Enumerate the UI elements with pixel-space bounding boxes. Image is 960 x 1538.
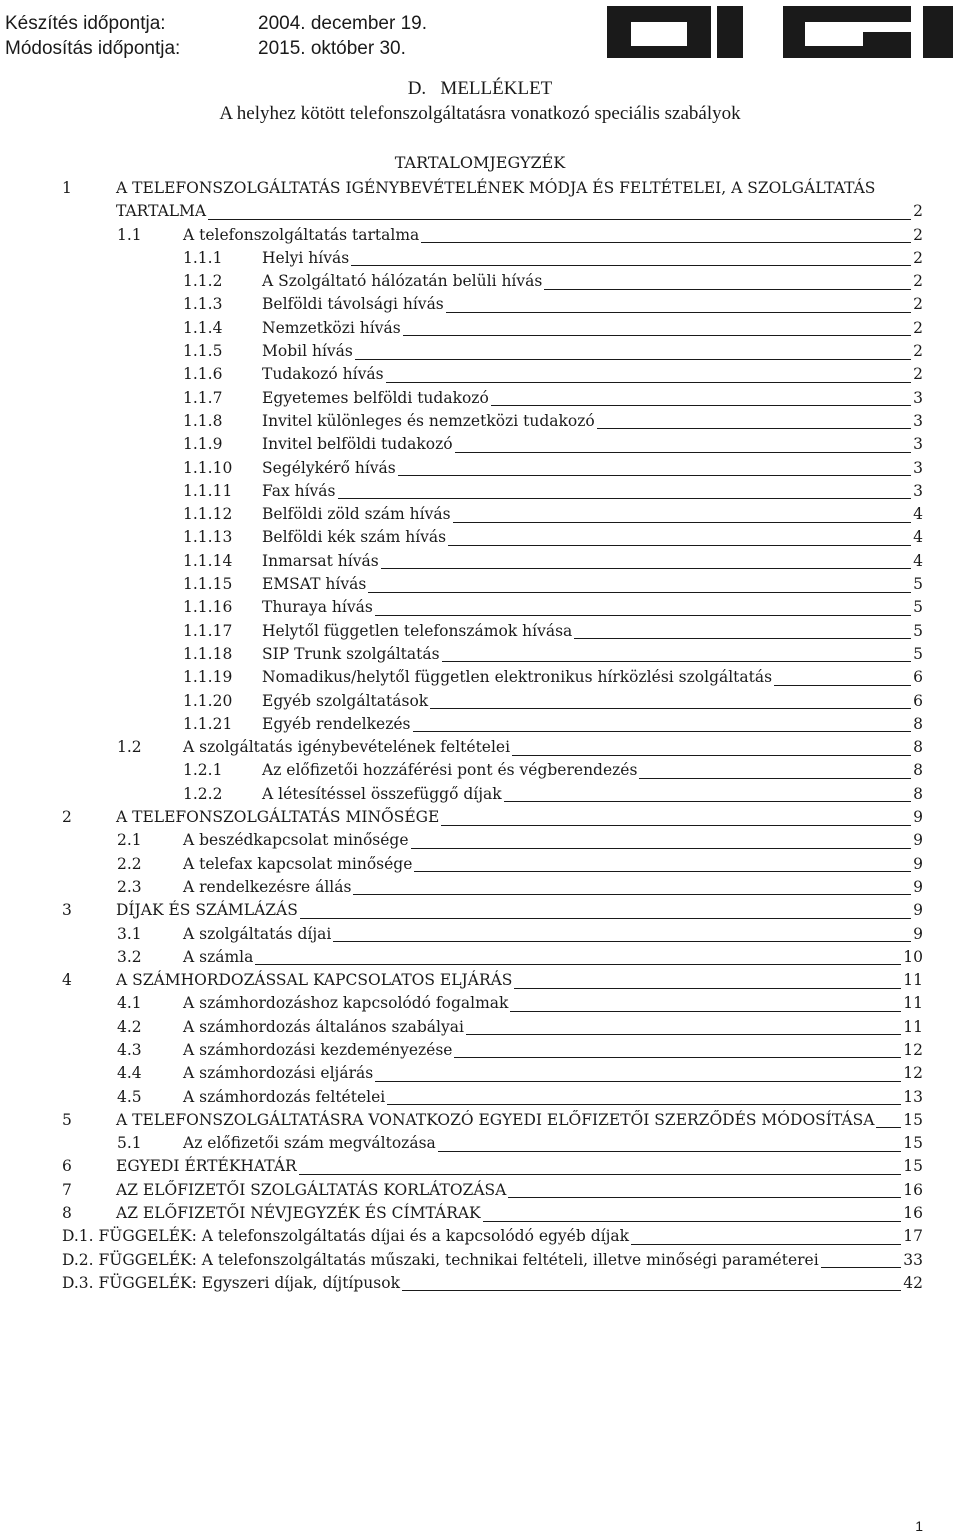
toc-entry-page: 6 — [913, 668, 923, 687]
digi-logo — [605, 2, 960, 66]
toc-entry[interactable] — [0, 665, 960, 688]
toc-entry[interactable] — [0, 409, 960, 432]
toc-leader-line — [402, 1290, 901, 1291]
toc-entry-page: 4 — [913, 528, 923, 547]
toc-leader-line — [255, 964, 901, 965]
toc-entry-number: 1.1.19 — [183, 668, 233, 687]
toc-leader-line — [466, 1034, 901, 1035]
toc-entry-number: 1.1.15 — [183, 575, 233, 594]
page-number: 1 — [915, 1518, 923, 1534]
toc-entry-number: 5.1 — [117, 1134, 142, 1153]
toc-entry-number: 1.1.14 — [183, 551, 233, 570]
toc-entry-title: Invitel belföldi tudakozó — [262, 435, 453, 454]
table-of-contents — [0, 176, 960, 1294]
toc-entry[interactable] — [0, 1224, 960, 1247]
toc-leader-line — [446, 312, 911, 313]
toc-entry-number: 3 — [62, 901, 72, 920]
toc-entry-number: 2.3 — [117, 877, 142, 896]
toc-entry[interactable] — [0, 549, 960, 572]
toc-leader-line — [876, 1127, 901, 1128]
toc-entry-title: DÍJAK ÉS SZÁMLÁZÁS — [116, 901, 298, 920]
toc-entry[interactable] — [0, 828, 960, 851]
toc-leader-line — [774, 685, 911, 686]
toc-entry-number: 1.1.8 — [183, 411, 223, 430]
toc-entry-title: EGYEDI ÉRTÉKHATÁR — [116, 1157, 297, 1176]
toc-entry-title: D.2. FÜGGELÉK: A telefonszolgáltatás műszaki, technikai feltételi, illetve minőségi paraméterei — [62, 1250, 819, 1269]
toc-entry-number: 1.1.2 — [183, 272, 223, 291]
toc-entry[interactable] — [0, 875, 960, 898]
toc-entry-page: 2 — [913, 342, 923, 361]
toc-leader-line — [375, 615, 911, 616]
toc-entry-title: A telefonszolgáltatás tartalma — [183, 225, 420, 244]
toc-entry-title: D.1. FÜGGELÉK: A telefonszolgáltatás díjai és a kapcsolódó egyéb díjak — [62, 1227, 630, 1246]
toc-leader-line — [455, 452, 911, 453]
toc-entry-page: 2 — [913, 225, 923, 244]
toc-entry[interactable] — [0, 1038, 960, 1061]
toc-leader-line — [413, 731, 911, 732]
toc-entry-number: 3.2 — [117, 947, 142, 966]
toc-entry-number: 1.2.2 — [183, 784, 223, 803]
toc-leader-line — [544, 289, 911, 290]
modified-label: Módosítás időpontja: — [5, 38, 181, 59]
toc-entry-page: 8 — [913, 784, 923, 803]
toc-entry-title: A rendelkezésre állás — [183, 877, 352, 896]
toc-entry-page: 3 — [913, 435, 923, 454]
toc-entry-number: 1.1.6 — [183, 365, 223, 384]
toc-entry[interactable] — [0, 968, 960, 991]
toc-entry[interactable] — [0, 479, 960, 502]
toc-entry-page: 2 — [913, 202, 923, 221]
toc-leader-line — [300, 918, 911, 919]
toc-leader-line — [387, 1104, 901, 1105]
toc-entry-page: 2 — [913, 272, 923, 291]
toc-entry-title: Helytől független telefonszámok hívása — [262, 621, 573, 640]
created-value: 2004. december 19. — [258, 13, 428, 34]
created-label: Készítés időpontja: — [5, 13, 166, 34]
toc-entry-title: Thuraya hívás — [262, 598, 373, 617]
toc-entry[interactable] — [0, 642, 960, 665]
toc-entry-title: Egyéb szolgáltatások — [262, 691, 429, 710]
toc-entry-number: 1.1.17 — [183, 621, 233, 640]
toc-entry-page: 9 — [913, 808, 923, 827]
toc-entry-number: 6 — [62, 1157, 72, 1176]
toc-entry-title: A TELEFONSZOLGÁLTATÁS MINŐSÉGE — [116, 808, 440, 827]
toc-entry[interactable] — [0, 898, 960, 921]
toc-entry-page: 4 — [913, 551, 923, 570]
toc-entry-title: A szolgáltatás igénybevételének feltételei — [183, 738, 511, 757]
toc-entry-title: Segélykérő hívás — [262, 458, 396, 477]
toc-entry-number: 1.1.10 — [183, 458, 233, 477]
toc-entry-title: A SZÁMHORDOZÁSSAL KAPCSOLATOS ELJÁRÁS — [116, 971, 513, 990]
toc-entry-title: D.3. FÜGGELÉK: Egyszeri díjak, díjtípusok — [62, 1273, 400, 1292]
toc-entry[interactable] — [0, 339, 960, 362]
toc-entry-page: 33 — [903, 1250, 923, 1269]
toc-entry[interactable] — [0, 525, 960, 548]
toc-entry-number: 1.1.20 — [183, 691, 233, 710]
toc-entry-page: 17 — [903, 1227, 923, 1246]
toc-entry-number: 1.1.12 — [183, 505, 233, 524]
toc-leader-line — [430, 708, 911, 709]
toc-entry-title: Nomadikus/helytől független elektronikus hírközlési szolgáltatás — [262, 668, 773, 687]
toc-entry-number: 1.1.9 — [183, 435, 223, 454]
toc-entry-title: A Szolgáltató hálózatán belüli hívás — [262, 272, 543, 291]
toc-entry-page: 9 — [913, 924, 923, 943]
toc-entry-page: 12 — [903, 1040, 923, 1059]
toc-entry[interactable] — [0, 1085, 960, 1108]
toc-entry[interactable] — [0, 1178, 960, 1201]
toc-leader-line — [512, 755, 911, 756]
toc-entry-number: 2.1 — [117, 831, 142, 850]
toc-leader-line — [442, 661, 911, 662]
toc-entry-title: A számla — [183, 947, 254, 966]
toc-entry-page: 8 — [913, 714, 923, 733]
toc-entry[interactable] — [0, 246, 960, 269]
toc-entry-page: 3 — [913, 458, 923, 477]
toc-leader-line — [414, 871, 911, 872]
toc-heading: TARTALOMJEGYZÉK — [394, 153, 566, 172]
toc-entry-number: 1.1.21 — [183, 714, 233, 733]
toc-entry-title: Belföldi távolsági hívás — [262, 295, 444, 314]
toc-entry-number: 5 — [62, 1110, 72, 1129]
toc-entry-title: A számhordozási eljárás — [183, 1064, 374, 1083]
toc-entry-title: Nemzetközi hívás — [262, 318, 401, 337]
toc-entry-title: Mobil hívás — [262, 342, 353, 361]
toc-entry-number: 2 — [62, 808, 72, 827]
toc-entry-title: A számhordozáshoz kapcsolódó fogalmak — [183, 994, 509, 1013]
toc-entry-page: 5 — [913, 598, 923, 617]
toc-leader-line — [386, 382, 911, 383]
modified-value: 2015. október 30. — [258, 38, 406, 59]
toc-entry[interactable] — [0, 735, 960, 758]
toc-entry-page: 10 — [903, 947, 923, 966]
toc-entry[interactable] — [0, 1108, 960, 1131]
toc-entry-page: 8 — [913, 738, 923, 757]
toc-entry[interactable] — [0, 1201, 960, 1224]
toc-entry-page: 8 — [913, 761, 923, 780]
toc-entry-title: Az előfizetői hozzáférési pont és végberendezés — [262, 761, 638, 780]
toc-entry-page: 11 — [903, 994, 923, 1013]
toc-entry-number: 8 — [62, 1204, 72, 1223]
toc-entry-page: 9 — [913, 877, 923, 896]
toc-entry-number: 1.1.4 — [183, 318, 223, 337]
toc-entry[interactable] — [0, 432, 960, 455]
toc-entry-number: 1.2 — [117, 738, 142, 757]
toc-entry[interactable] — [0, 805, 960, 828]
toc-entry-title: Fax hívás — [262, 481, 336, 500]
toc-entry-number: 7 — [62, 1180, 72, 1199]
toc-leader-line — [821, 1267, 901, 1268]
toc-entry-number: 1 — [62, 179, 72, 197]
toc-entry-number: 1.1.18 — [183, 644, 233, 663]
toc-entry-number: 3.1 — [117, 924, 142, 943]
toc-entry-title: Inmarsat hívás — [262, 551, 379, 570]
toc-entry-page: 4 — [913, 505, 923, 524]
toc-entry-title: A beszédkapcsolat minősége — [183, 831, 409, 850]
toc-entry[interactable] — [0, 176, 960, 199]
toc-entry-page: 9 — [913, 901, 923, 920]
toc-entry-title: A TELEFONSZOLGÁLTATÁS IGÉNYBEVÉTELÉNEK MÓDJA ÉS FELTÉTELEI, A SZOLGÁLTATÁS — [116, 179, 876, 197]
toc-entry[interactable] — [0, 1154, 960, 1177]
toc-entry-page: 12 — [903, 1064, 923, 1083]
toc-entry-number: 1.1.5 — [183, 342, 223, 361]
toc-entry-title: AZ ELŐFIZETŐI SZOLGÁLTATÁS KORLÁTOZÁSA — [116, 1180, 507, 1199]
toc-entry-title: A TELEFONSZOLGÁLTATÁSRA VONATKOZÓ EGYEDI ELŐFIZETŐI SZERZŐDÉS MÓDOSÍTÁSA — [116, 1110, 875, 1129]
toc-leader-line — [333, 941, 911, 942]
toc-leader-line — [453, 522, 911, 523]
toc-entry-title: Az előfizetői szám megváltozása — [183, 1134, 436, 1153]
toc-entry-title: A telefax kapcsolat minősége — [183, 854, 413, 873]
toc-entry-title: A számhordozás feltételei — [183, 1087, 386, 1106]
toc-entry-number: 1.1.16 — [183, 598, 233, 617]
toc-entry[interactable] — [0, 316, 960, 339]
toc-entry[interactable] — [0, 689, 960, 712]
toc-entry-title: A szolgáltatás díjai — [183, 924, 332, 943]
toc-entry-title: Egyéb rendelkezés — [262, 714, 411, 733]
toc-entry-title: AZ ELŐFIZETŐI NÉVJEGYZÉK ÉS CÍMTÁRAK — [116, 1204, 481, 1223]
toc-leader-line — [448, 545, 911, 546]
toc-entry[interactable] — [0, 292, 960, 315]
toc-leader-line — [514, 988, 901, 989]
toc-leader-line — [438, 1151, 901, 1152]
toc-entry[interactable] — [0, 502, 960, 525]
toc-entry[interactable] — [0, 1248, 960, 1271]
toc-entry-page: 2 — [913, 248, 923, 267]
toc-entry-page: 16 — [903, 1204, 923, 1223]
toc-leader-line — [338, 498, 911, 499]
toc-leader-line — [441, 825, 911, 826]
toc-entry[interactable] — [0, 1015, 960, 1038]
toc-entry-page: 5 — [913, 575, 923, 594]
toc-entry-title: Egyetemes belföldi tudakozó — [262, 388, 489, 407]
toc-entry[interactable] — [0, 362, 960, 385]
toc-entry-title: Helyi hívás — [262, 248, 350, 267]
toc-leader-line — [411, 848, 911, 849]
toc-entry[interactable] — [0, 223, 960, 246]
toc-entry[interactable] — [0, 991, 960, 1014]
toc-entry-page: 2 — [913, 318, 923, 337]
toc-entry-page: 3 — [913, 388, 923, 407]
toc-entry[interactable] — [0, 782, 960, 805]
toc-entry-number: 4 — [62, 971, 72, 990]
toc-leader-line — [510, 1011, 901, 1012]
toc-entry-title: A számhordozás általános szabályai — [183, 1017, 464, 1036]
toc-entry[interactable] — [0, 269, 960, 292]
toc-entry[interactable] — [0, 1271, 960, 1294]
toc-entry-page: 16 — [903, 1180, 923, 1199]
toc-leader-line — [299, 1174, 901, 1175]
toc-entry-page: 15 — [903, 1110, 923, 1129]
toc-leader-line — [381, 568, 911, 569]
toc-entry-page: 15 — [903, 1157, 923, 1176]
toc-entry-title: A létesítéssel összefüggő díjak — [262, 784, 502, 803]
toc-leader-line — [631, 1244, 901, 1245]
toc-entry-number: 4.3 — [117, 1040, 142, 1059]
toc-entry[interactable] — [0, 758, 960, 781]
toc-entry-page: 9 — [913, 854, 923, 873]
toc-entry-page: 11 — [903, 1017, 923, 1036]
toc-entry-title: Tudakozó hívás — [262, 365, 384, 384]
toc-entry-title: EMSAT hívás — [262, 575, 367, 594]
toc-entry[interactable] — [0, 619, 960, 642]
toc-leader-line — [375, 1081, 901, 1082]
toc-entry-number: 1.1.13 — [183, 528, 233, 547]
toc-entry[interactable] — [0, 945, 960, 968]
toc-entry-number: 4.5 — [117, 1087, 142, 1106]
toc-entry-title-continuation: TARTALMA — [116, 202, 207, 221]
document-title: A helyhez kötött telefonszolgáltatásra vonatkozó speciális szabályok — [219, 103, 741, 124]
toc-entry-page: 11 — [903, 971, 923, 990]
toc-entry[interactable] — [0, 1131, 960, 1154]
toc-entry-page: 13 — [903, 1087, 923, 1106]
toc-entry-number: 1.1.11 — [183, 481, 233, 500]
toc-leader-line — [597, 428, 911, 429]
toc-entry[interactable] — [0, 595, 960, 618]
toc-entry[interactable] — [0, 386, 960, 409]
toc-entry-page: 5 — [913, 644, 923, 663]
toc-leader-line — [353, 894, 911, 895]
toc-entry-page: 2 — [913, 365, 923, 384]
toc-entry-page: 42 — [903, 1273, 923, 1292]
toc-leader-line — [508, 1197, 901, 1198]
toc-entry[interactable] — [0, 572, 960, 595]
toc-leader-line — [504, 801, 911, 802]
toc-entry-page: 5 — [913, 621, 923, 640]
toc-leader-line — [491, 405, 911, 406]
toc-entry[interactable] — [0, 712, 960, 735]
toc-entry-number: 1.1 — [117, 225, 142, 244]
toc-entry-number: 1.2.1 — [183, 761, 223, 780]
toc-leader-line — [454, 1057, 901, 1058]
toc-entry-number: 1.1.1 — [183, 248, 223, 267]
toc-leader-line — [574, 638, 911, 639]
toc-entry-title: SIP Trunk szolgáltatás — [262, 644, 440, 663]
toc-entry-title: Belföldi zöld szám hívás — [262, 505, 451, 524]
toc-entry-page: 3 — [913, 481, 923, 500]
toc-entry-number: 4.1 — [117, 994, 142, 1013]
toc-leader-line — [421, 242, 911, 243]
toc-entry-number: 4.4 — [117, 1064, 142, 1083]
toc-entry-page: 9 — [913, 831, 923, 850]
toc-leader-line — [355, 359, 911, 360]
toc-entry-page: 2 — [913, 295, 923, 314]
toc-entry-title: Invitel különleges és nemzetközi tudakozó — [262, 411, 595, 430]
toc-leader-line — [351, 265, 911, 266]
toc-entry-continuation[interactable] — [0, 199, 960, 222]
toc-entry-number: 2.2 — [117, 854, 142, 873]
toc-leader-line — [368, 592, 911, 593]
toc-entry[interactable] — [0, 922, 960, 945]
toc-leader-line — [483, 1221, 901, 1222]
toc-leader-line — [398, 475, 911, 476]
toc-entry[interactable] — [0, 456, 960, 479]
toc-entry[interactable] — [0, 852, 960, 875]
toc-entry-number: 1.1.3 — [183, 295, 223, 314]
toc-leader-line — [403, 335, 911, 336]
toc-entry-title: A számhordozási kezdeményezése — [183, 1040, 453, 1059]
toc-entry-page: 6 — [913, 691, 923, 710]
annex-heading: D. MELLÉKLET — [407, 78, 553, 99]
toc-entry-title: Belföldi kék szám hívás — [262, 528, 447, 547]
toc-entry[interactable] — [0, 1061, 960, 1084]
toc-entry-page: 3 — [913, 411, 923, 430]
toc-entry-number: 4.2 — [117, 1017, 142, 1036]
toc-leader-line — [208, 219, 911, 220]
toc-leader-line — [639, 778, 911, 779]
toc-entry-number: 1.1.7 — [183, 388, 223, 407]
toc-entry-page: 15 — [903, 1134, 923, 1153]
